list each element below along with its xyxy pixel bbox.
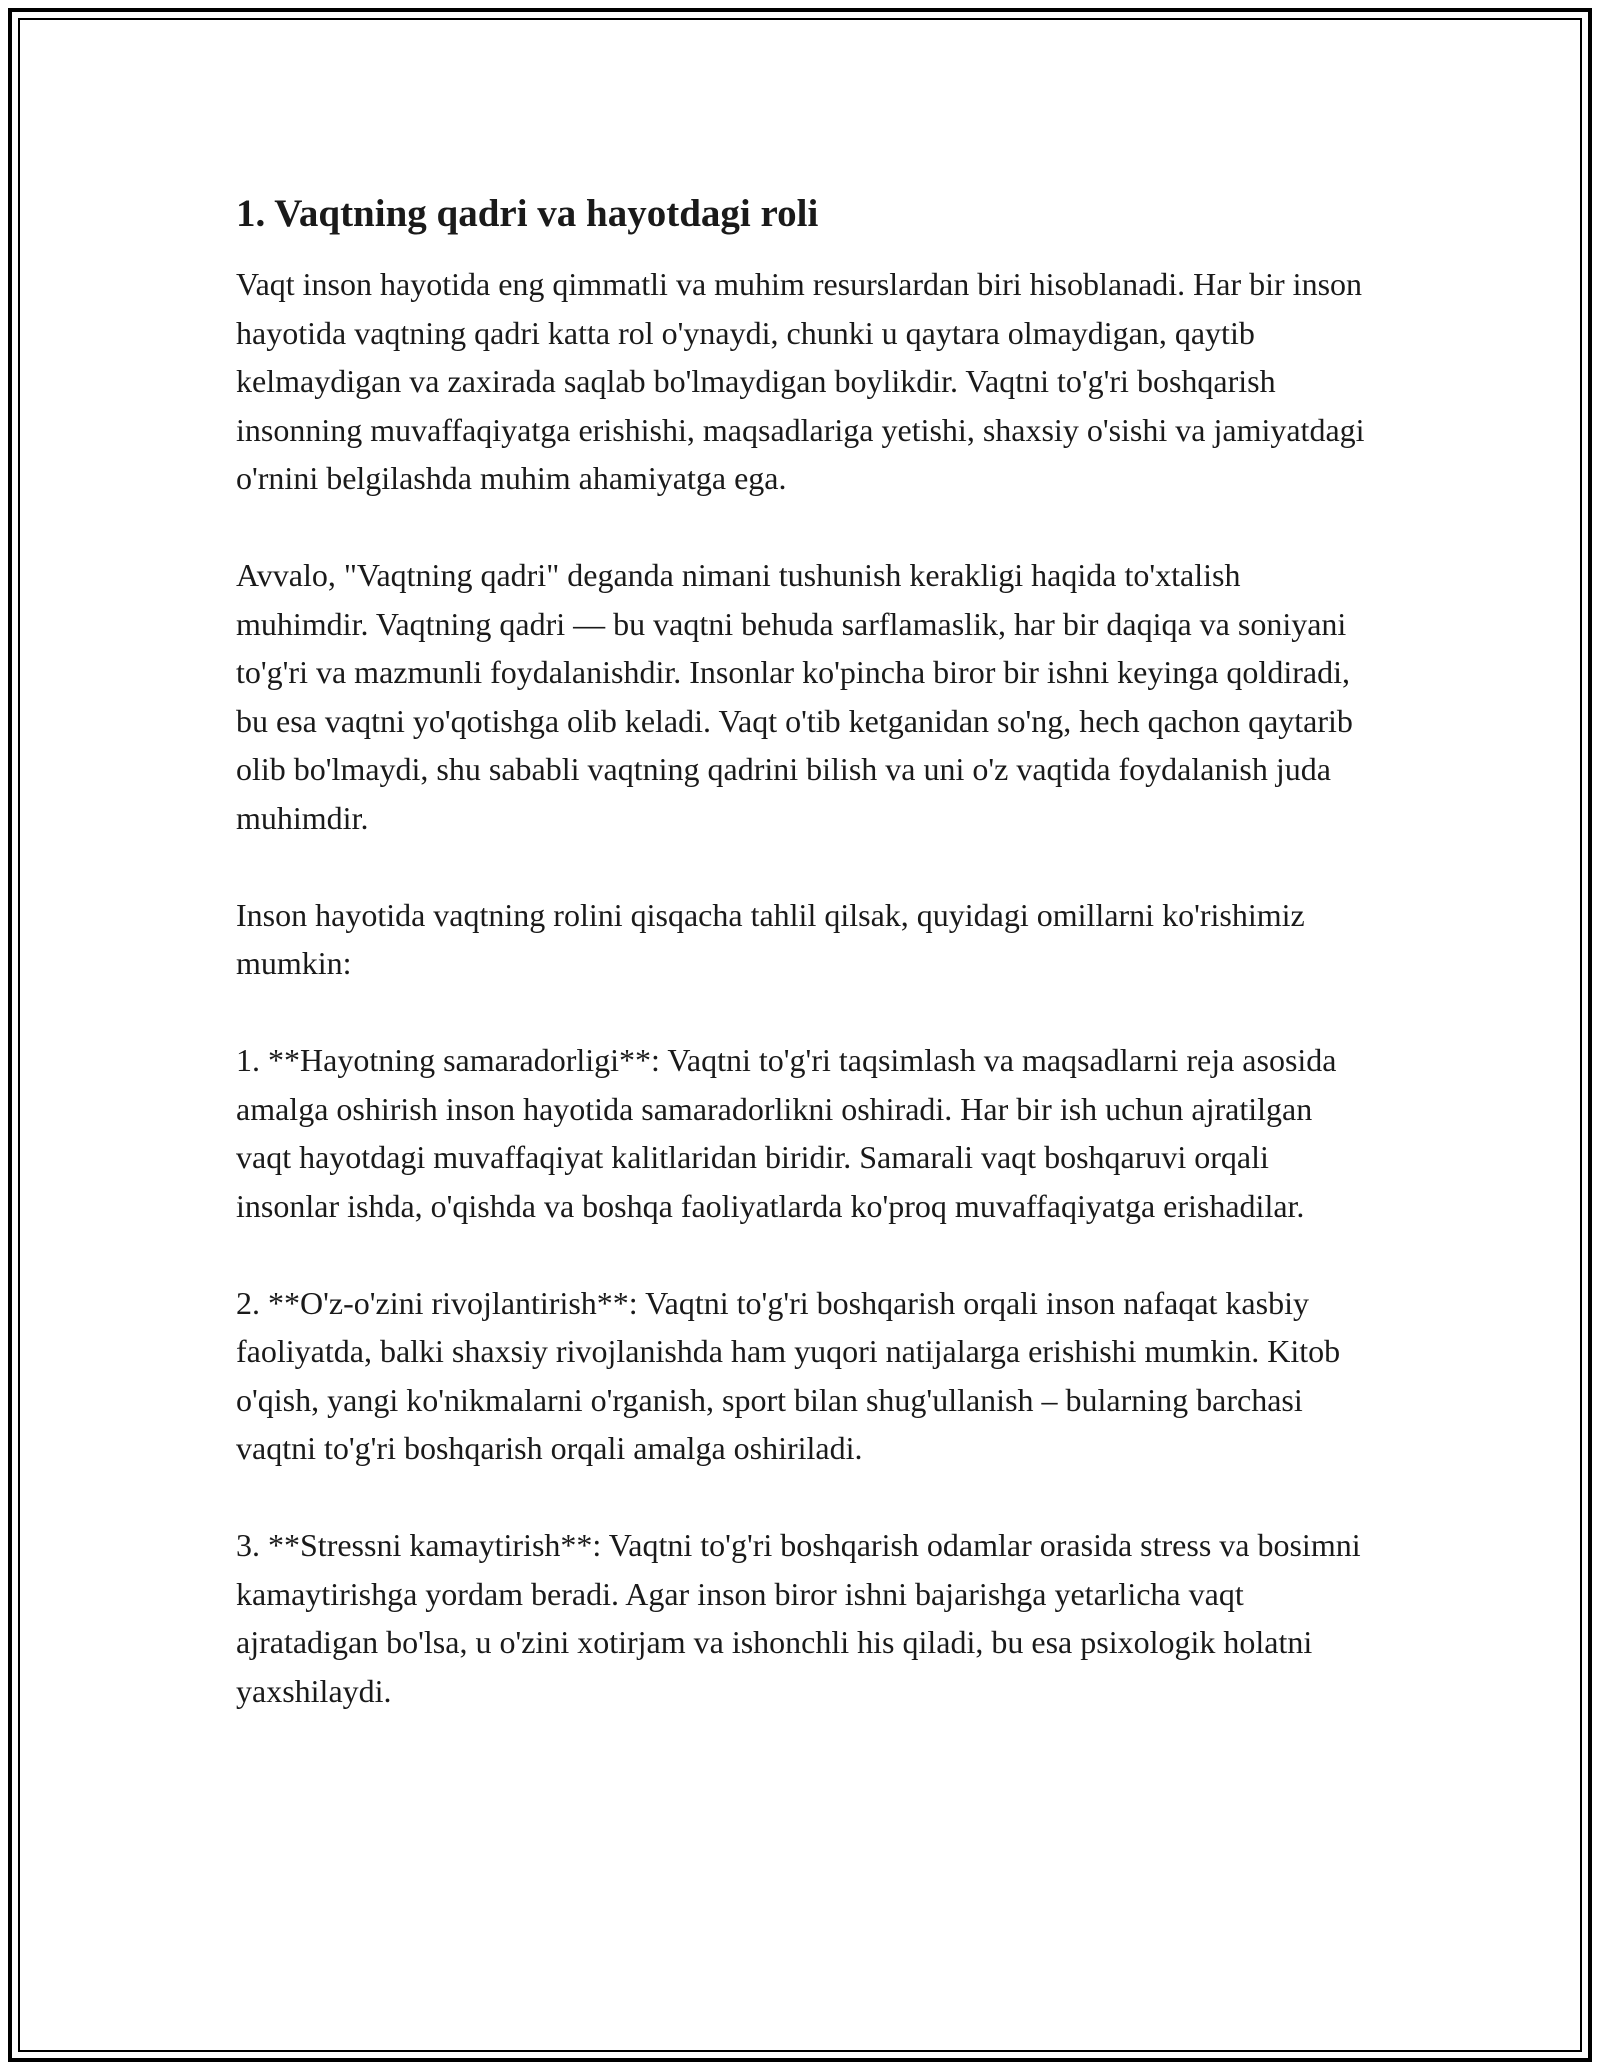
- list-item-stress-reduction: 3. **Stressni kamaytirish**: Vaqtni to'g'ri boshqarish odamlar orasida stress va bosimni kamaytirishga yordam beradi. Agar inson biror ishni bajarishga yetarlicha vaqt ajratadigan bo'lsa, u o'zini xotirjam va ishonchli his qiladi, bu esa psixologik holatni yaxshilaydi.: [236, 1527, 1361, 1709]
- paragraph-intro: Vaqt inson hayotida eng qimmatli va muhim resurslardan biri hisoblanadi. Har bir inson hayotida vaqtning qadri katta rol o'ynaydi, chunki u qaytara olmaydigan, qaytib kelmaydigan va zaxirada saqlab bo'lmaydigan boylikdir. Vaqtni to'g'ri boshqarish insonning muvaffaqiyatga erishishi, maqsadlariga yetishi, shaxsiy o'sishi va jamiyatdagi o'rnini belgilashda muhim ahamiyatga ega.: [236, 266, 1365, 496]
- paragraph-value-of-time: Avvalo, "Vaqtning qadri" deganda nimani tushunish kerakligi haqida to'xtalish muhimdir. Vaqtning qadri — bu vaqtni behuda sarflamaslik, har bir daqiqa va soniyani to'g'ri va mazmunli foydalanishdir. Insonlar ko'pincha biror bir ishni keyinga qoldiradi, bu esa vaqtni yo'qotishga olib keladi. Vaqt o'tib ketganidan so'ng, hech qachon qaytarib olib bo'lmaydi, shu sababli vaqtning qadrini bilish va uni o'z vaqtida foydalanish juda muhimdir.: [236, 557, 1353, 836]
- document-body: [236, 188, 1366, 1715]
- list-item-efficiency: 1. **Hayotning samaradorligi**: Vaqtni to'g'ri taqsimlash va maqsadlarni reja asosida amalga oshirish inson hayotida samaradorlikni oshiradi. Har bir ish uchun ajratilgan vaqt hayotdagi muvaffaqiyat kalitlaridan biridir. Samarali vaqt boshqaruvi orqali insonlar ishda, o'qishda va boshqa faoliyatlarda ko'proq muvaffaqiyatga erishadilar.: [236, 1042, 1337, 1224]
- list-item-self-development: 2. **O'z-o'zini rivojlantirish**: Vaqtni to'g'ri boshqarish orqali inson nafaqat kasbiy faoliyatda, balki shaxsiy rivojlanishda ham yuqori natijalarga erishishi mumkin. Kitob o'qish, yangi ko'nikmalarni o'rganish, sport bilan shug'ullanish – bularning barchasi vaqtni to'g'ri boshqarish orqali amalga oshiriladi.: [236, 1284, 1341, 1466]
- section-title: 1. Vaqtning qadri va hayotdagi roli: [236, 192, 819, 235]
- paragraph-role-summary: Inson hayotida vaqtning rolini qisqacha tahlil qilsak, quyidagi omillarni ko'rishimiz mumkin:: [236, 896, 1305, 981]
